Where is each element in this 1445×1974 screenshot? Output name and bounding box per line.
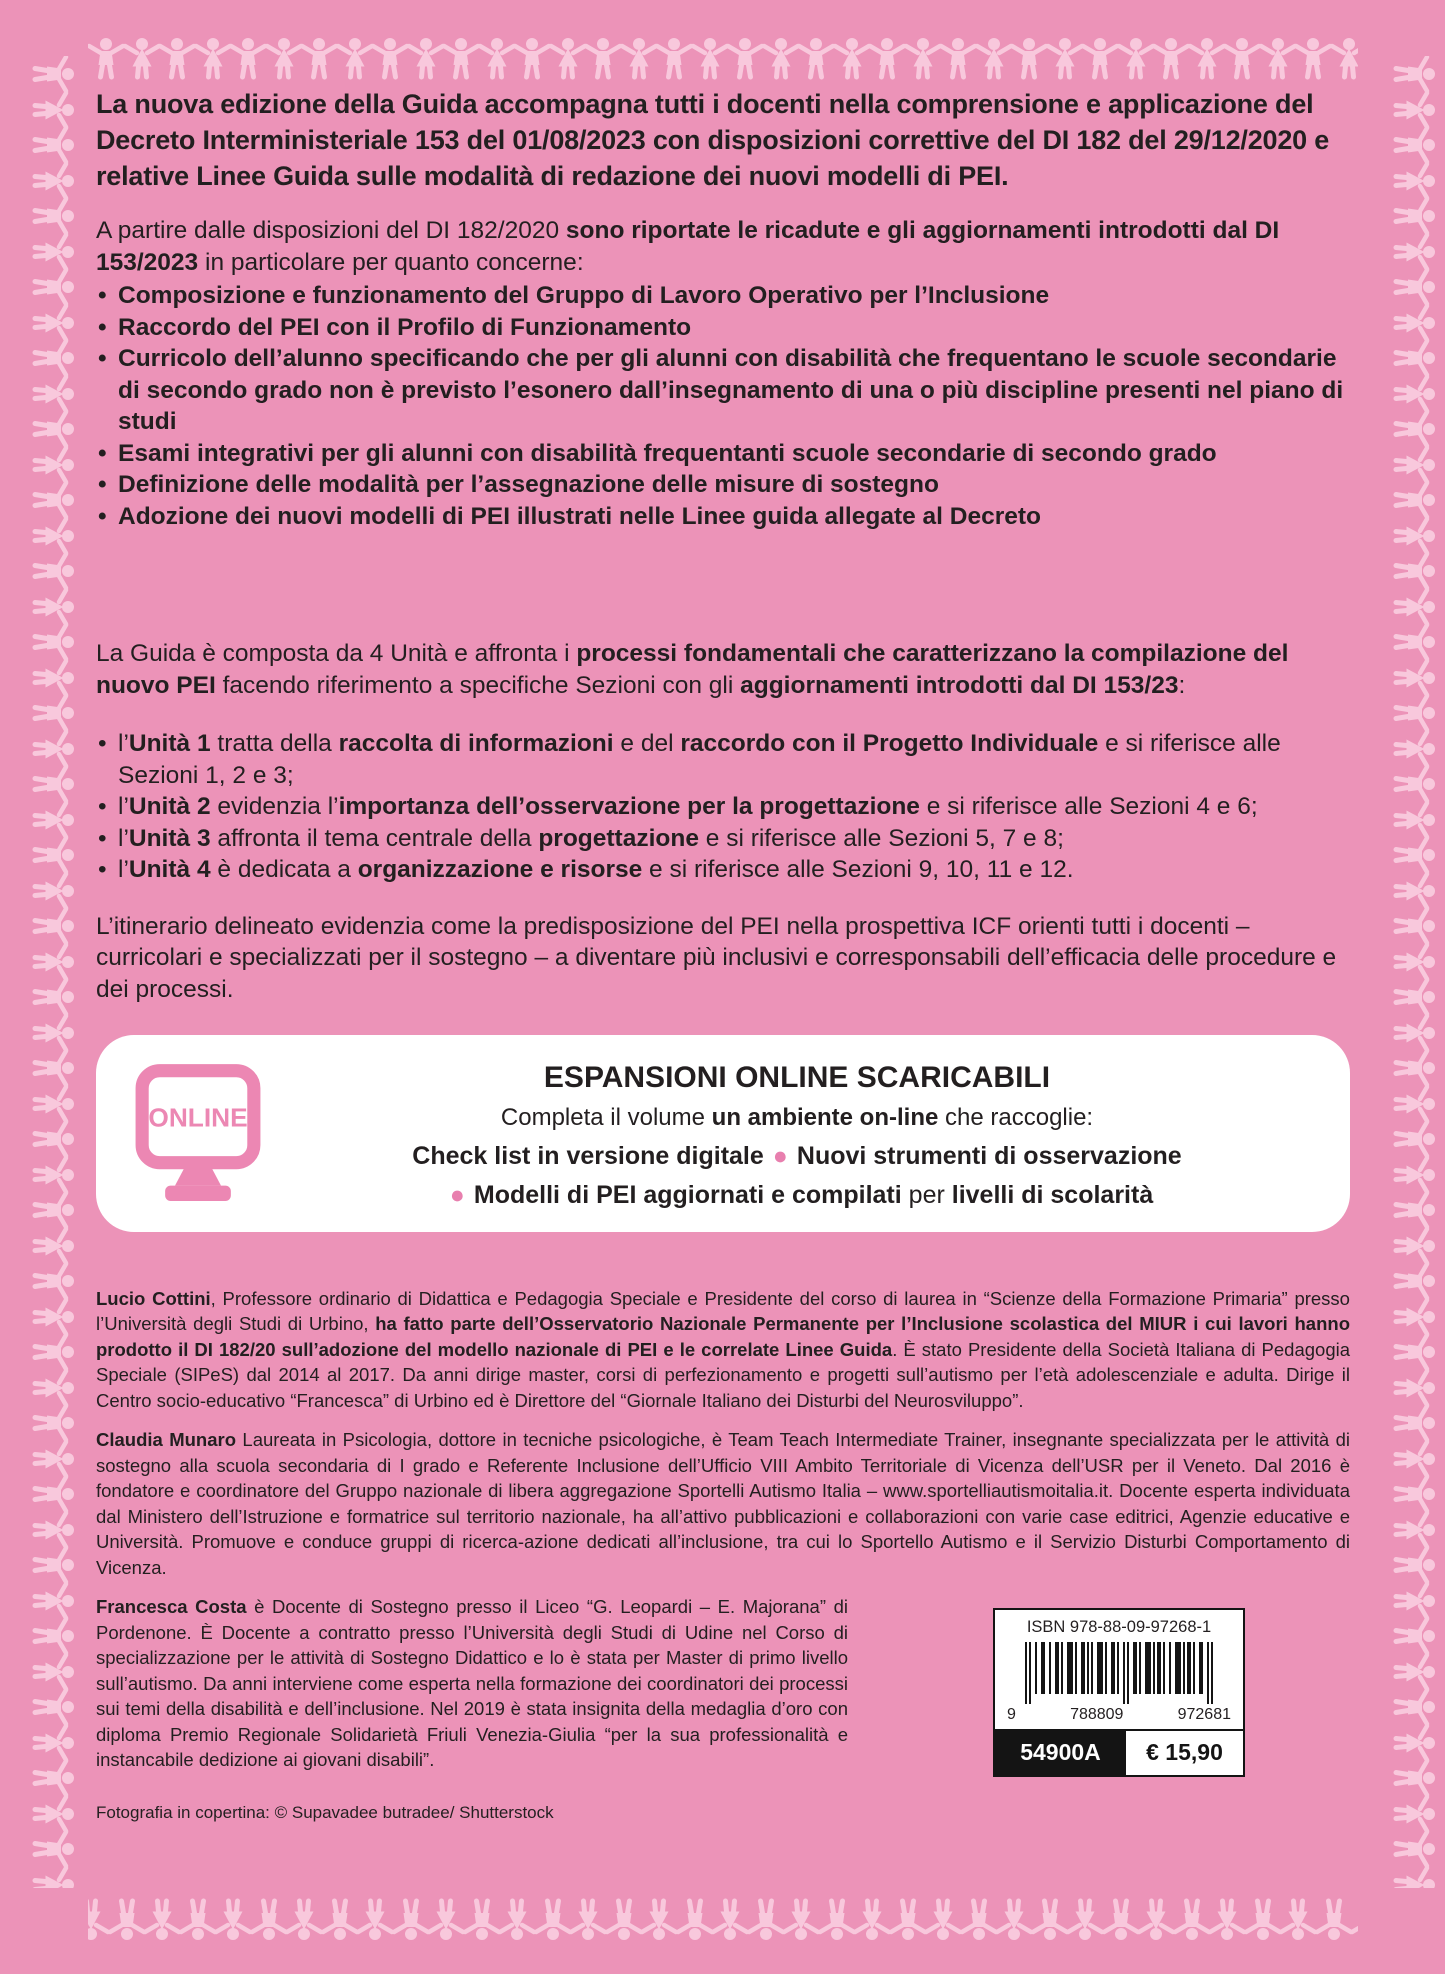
isbn-block xyxy=(993,1608,1245,1777)
doll-border-top xyxy=(88,36,1358,82)
author-bio-costa: Francesca Costa è Docente di Sostegno presso il Liceo “G. Leopardi – E. Majorana” di Pordenone. È Docente a contratto presso l’Università degli Studi di Udine nel Corso di specializzazione per le attività di Sostegno Didattico e lo è stata per Master di primo livello sull’autismo. Da anni interviene come esperta nella formazione dei coordinatori dei processi sui temi della disabilità e dell’inclusione. Nel 2019 è stata insignita della medaglia d’oro con diploma Premio Regionale Solidarietà Friuli Venezia-Giulia “per la sua professionalità e instancabile dedizione ai giovani disabili”. xyxy=(96,1596,848,1770)
online-expansion-box xyxy=(96,1035,1350,1232)
key-point: • Composizione e funzionamento del Gruppo di Lavoro Operativo per l’Inclusione xyxy=(96,280,1350,312)
isbn-label: ISBN 978-88-09-97268-1 xyxy=(1026,1617,1212,1636)
doll-border-bottom xyxy=(88,1896,1358,1942)
isbn-column xyxy=(848,1594,1350,1787)
units-list xyxy=(96,728,1350,886)
intro-paragraph: La nuova edizione della Guida accompagna tutti i docenti nella comprensione e applicazione del Decreto Interministeriale 153 del 01/08/2023 con disposizioni correttive del DI 182 del 29/12/2020 e relative Linee Guida sulle modalità di redazione dei nuovi modelli di PEI. xyxy=(96,89,1330,191)
photo-credit: Fotografia in copertina: © Supavadee butradee/ Shutterstock xyxy=(96,1802,554,1822)
product-code: 54900A xyxy=(995,1731,1126,1775)
doll-border-left xyxy=(30,56,76,1888)
key-point: • Raccordo del PEI con il Profilo di Funzionamento xyxy=(96,312,1350,344)
key-points-list xyxy=(96,280,1350,532)
key-point: • Curricolo dell’alunno specificando che per gli alunni con disabilità che frequentano le scuole secondarie di secondo grado non è previsto l’esonero dall’insegnamento di una o più discipline presenti nel piano di studi xyxy=(96,343,1350,438)
isbn-digit-group: 972681 xyxy=(1177,1705,1231,1723)
unit-item: • l’Unità 2 evidenzia l’importanza dell’osservazione per la progettazione e si riferisce alle Sezioni 4 e 6; xyxy=(96,791,1350,823)
price: € 15,90 xyxy=(1126,1731,1243,1775)
online-box-row-2: ● Modelli di PEI aggiornati e compilati per livelli di scolarità xyxy=(449,1180,1154,1209)
author-bio-munaro: Claudia Munaro Laureata in Psicologia, dottore in tecniche psicologiche, è Team Teach Intermediate Trainer, insegnante specializzata per le attività di sostegno alla scuola secondaria di I grado e Referente Inclusione dell’Ufficio VIII Ambito Territoriale di Vicenza dell’USR per il Veneto. Dal 2016 è fondatore e coordinatore del Gruppo nazionale di libera aggregazione Sportelli Autismo Italia – www.sportelliautismoitalia.it. Docente esperta individuata dal Ministero dell’Istruzione e formatrice sul territorio nazionale, ha all’attivo pubblicazioni e collaborazioni con varie case editrici, Agenzie educative e Università. Promuove e conduce gruppi di ricerca-azione dedicati all’inclusione, tra cui lo Sportello Autismo e il Servizio Disturbi Comportamento di Vicenza. xyxy=(96,1429,1350,1578)
itinerary-paragraph: L’itinerario delineato evidenzia come la predisposizione del PEI nella prospettiva ICF orienti tutti i docenti – curricolari e specializzati per il sostegno – a diventare più inclusivi e corresponsabili dell’efficacia delle procedure e dei processi. xyxy=(96,912,1337,1003)
guide-structure-paragraph: La Guida è composta da 4 Unità e affronta i processi fondamentali che caratterizzano la compilazione del nuovo PEI facendo riferimento a specifiche Sezioni con gli aggiornamenti introdotti dal DI 153/23: xyxy=(96,640,1289,699)
doll-border-right xyxy=(1391,56,1437,1888)
barcode xyxy=(995,1642,1243,1706)
key-point: • Adozione dei nuovi modelli di PEI illustrati nelle Linee guida allegate al Decreto xyxy=(96,501,1350,533)
unit-item: • l’Unità 1 tratta della raccolta di informazioni e del raccordo con il Progetto Individuale e si riferisce alle Sezioni 1, 2 e 3; xyxy=(96,728,1350,791)
svg-text:ONLINE: ONLINE xyxy=(148,1102,248,1133)
isbn-digit-group: 788809 xyxy=(1070,1705,1124,1723)
author-bios xyxy=(96,1286,1350,1823)
unit-item: • l’Unità 4 è dedicata a organizzazione e risorse e si riferisce alle Sezioni 9, 10, 11 e 12. xyxy=(96,854,1350,886)
isbn-digits xyxy=(995,1706,1243,1729)
isbn-price-row xyxy=(995,1729,1243,1775)
online-monitor-icon xyxy=(132,1063,264,1201)
unit-item: • l’Unità 3 affronta il tema centrale della progettazione e si riferisce alle Sezioni 5, 7 e 8; xyxy=(96,823,1350,855)
concern-paragraph: A partire dalle disposizioni del DI 182/2020 sono riportate le ricadute e gli aggiornamenti introdotti dal DI 153/2023 in particolare per quanto concerne: xyxy=(96,217,1280,276)
online-box-row-1: Check list in versione digitale ● Nuovi strumenti di osservazione xyxy=(412,1141,1182,1170)
online-box-title: ESPANSIONI ONLINE SCARICABILI xyxy=(543,1061,1051,1094)
isbn-digit-group: 9 xyxy=(1007,1705,1016,1723)
online-box-text xyxy=(278,1055,1316,1210)
online-icon-column xyxy=(118,1055,278,1210)
author-bio-cottini: Lucio Cottini, Professore ordinario di Didattica e Pedagogia Speciale e Presidente del corso di laurea in “Scienze della Formazione Primaria” presso l’Università degli Studi di Urbino, ha fatto parte dell’Osservatorio Nazionale Permanente per l’Inclusione scolastica del MIUR i cui lavori hanno prodotto il DI 182/20 sull’adozione del modello nazionale di PEI e le correlate Linee Guida. È stato Presidente della Società Italiana di Pedagogia Speciale (SIPeS) dal 2014 al 2017. Da anni dirige master, corsi di perfezionamento e progetti sull’autismo per l’età adolescenziale e adulta. Dirige il Centro socio-educativo “Francesca” di Urbino ed è Direttore del “Giornale Italiano dei Disturbi del Neurosviluppo”. xyxy=(96,1287,1351,1411)
key-point: • Esami integrativi per gli alunni con disabilità frequentanti scuole secondarie di secondo grado xyxy=(96,438,1350,470)
online-box-subtitle: Completa il volume un ambiente on-line che raccoglie: xyxy=(500,1103,1094,1131)
bio-isbn-row xyxy=(96,1594,1350,1787)
cover-content xyxy=(96,86,1350,1840)
key-point: • Definizione delle modalità per l’assegnazione delle misure di sostegno xyxy=(96,469,1350,501)
